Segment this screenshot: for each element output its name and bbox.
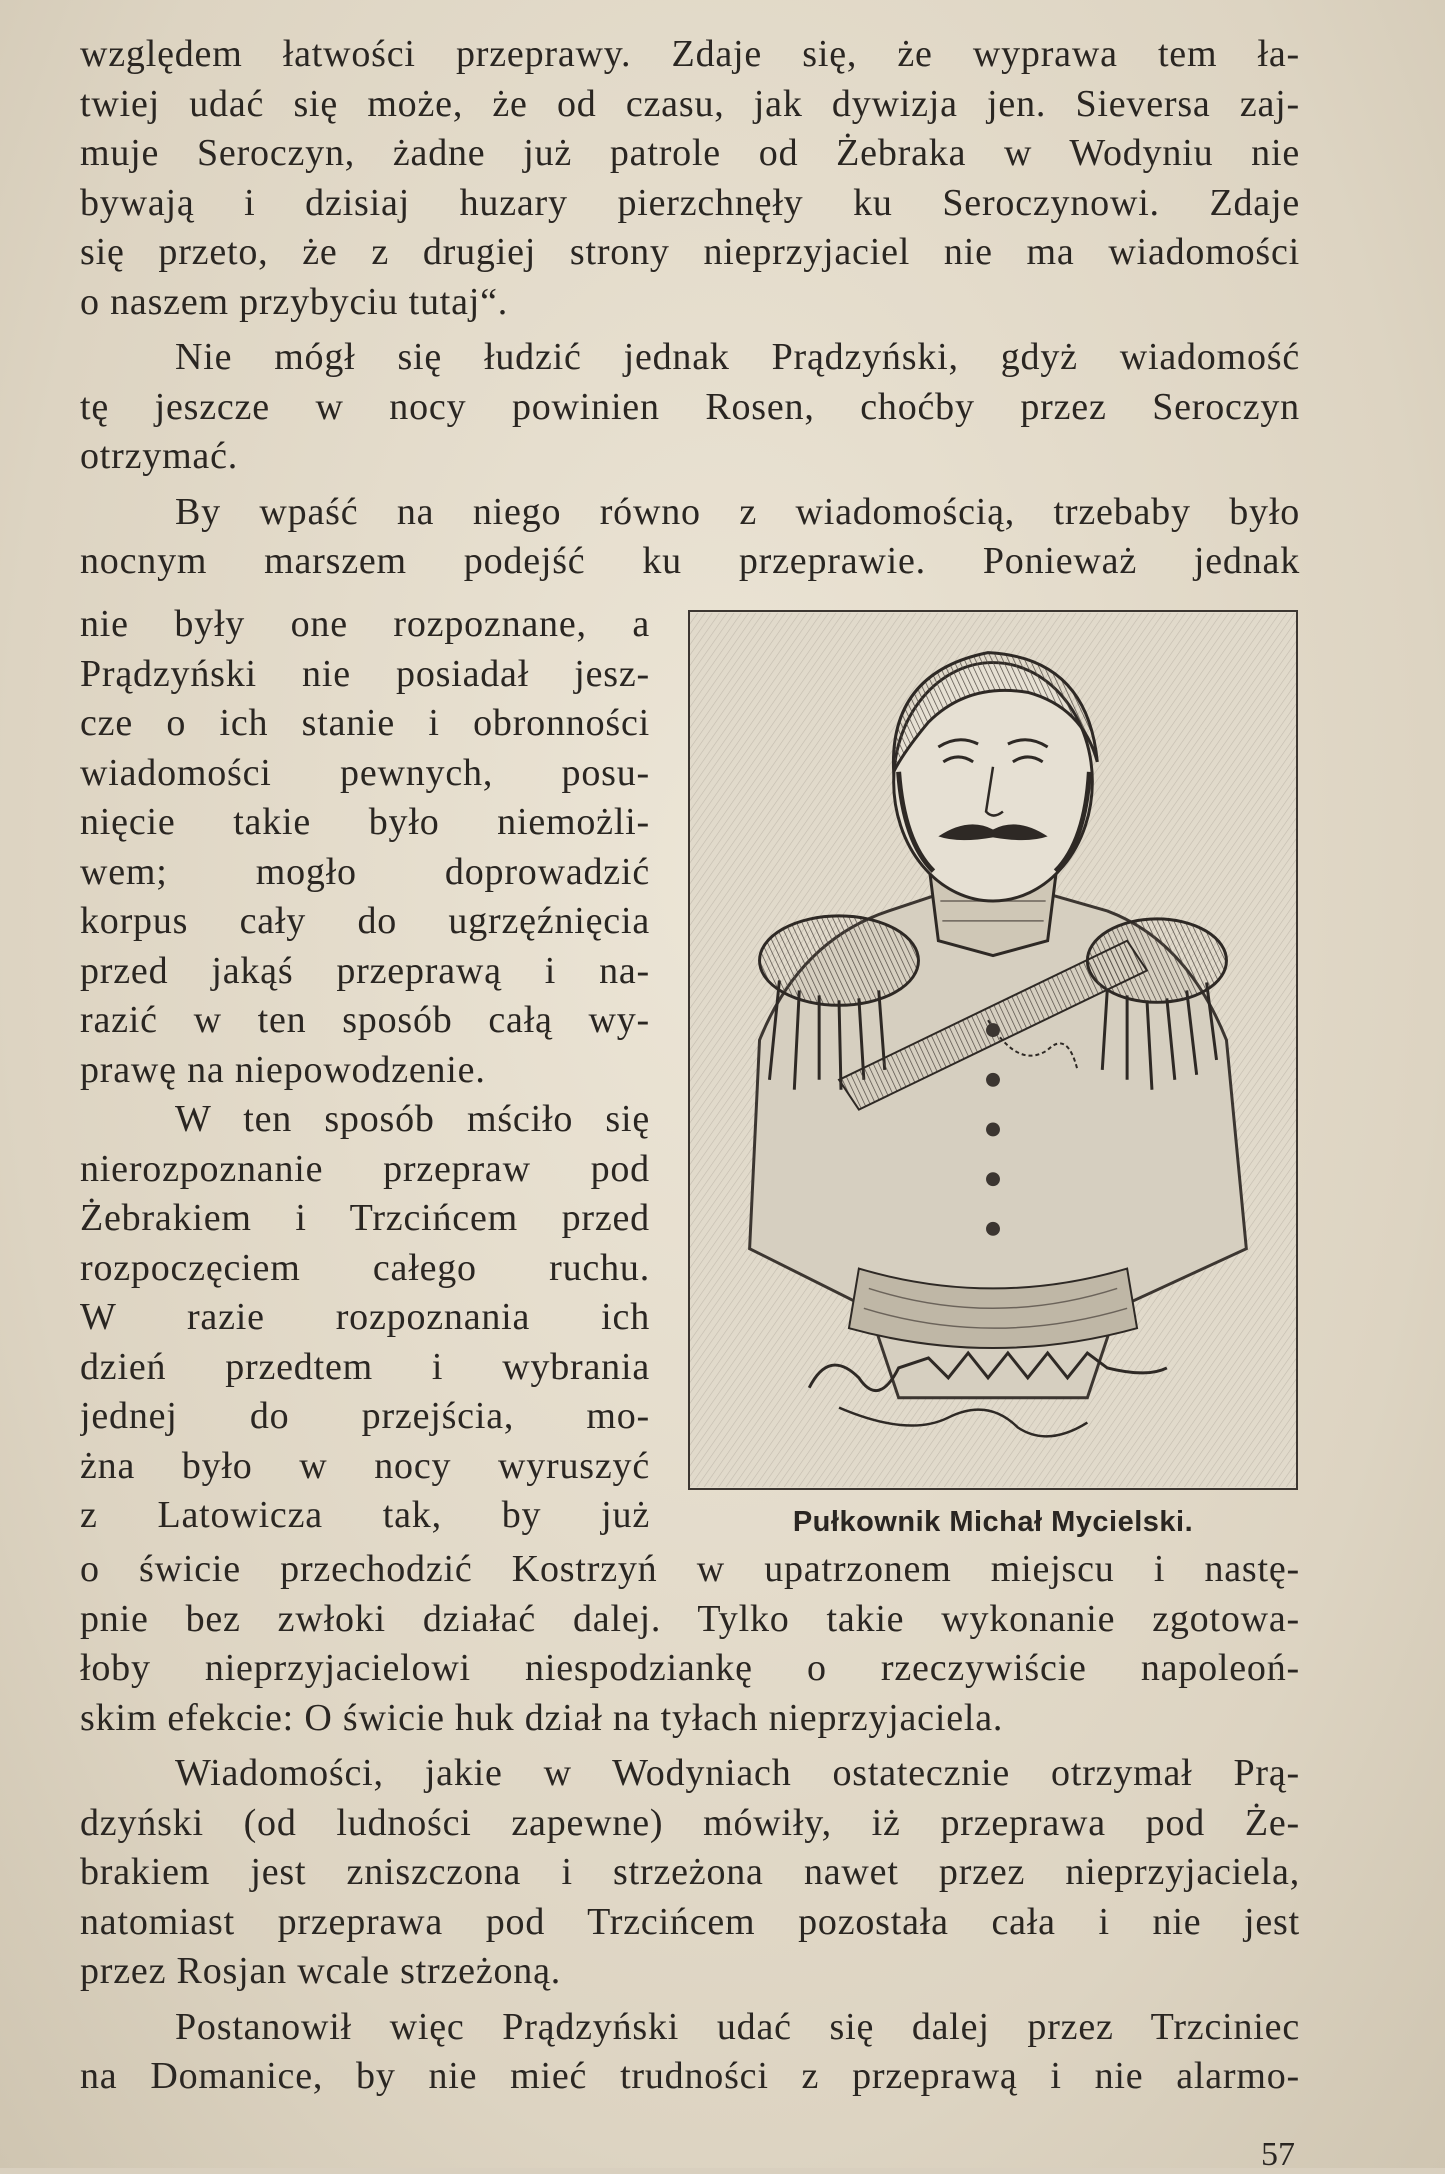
text-line: Żebrakiem i Trzcińcem przed [80,1197,650,1239]
text-side-column [80,600,650,1541]
text-line: żna było w nocy wyruszyć [80,1444,650,1487]
text-line: korpus cały do ugrzęźnięcia [80,900,650,942]
figure-caption: Pułkownik Michał Mycielski. [792,1506,1194,1538]
text-line: wem; mogło doprowadzić [80,850,650,893]
text-line: przed jakąś przeprawą i na- [80,949,650,992]
text-line: nierozpoznanie przepraw pod [80,1147,650,1190]
text-line: brakiem jest zniszczona i strzeżona nawet przez nieprzyjaciela, [80,1851,1300,1893]
text-line: prawę na niepowodzenie. [80,1048,486,1091]
text-line: skim efekcie: O świcie huk dział na tyłach nieprzyjaciela. [80,1696,1004,1739]
text-line: cze o ich stanie i obronności [80,702,650,744]
text-line: tę jeszcze w nocy powinien Rosen, choćby przez Seroczyn [80,385,1300,428]
text-line: o naszem przybyciu tutaj“. [80,280,509,323]
text-line: W ten sposób mściło się [175,1098,650,1140]
text-line: Postanowił więc Prądzyński udać się dalej przez Trzciniec [175,2005,1300,2048]
text-line: z Latowicza tak, by już [80,1494,650,1536]
text-line: otrzymać. [80,435,239,477]
text-line: pnie bez zwłoki działać dalej. Tylko takie wykonanie zgotowa- [80,1597,1300,1640]
text-line: dzień przedtem i wybrania [80,1345,650,1388]
text-line: przez Rosjan wcale strzeżoną. [80,1950,562,1992]
text-line: natomiast przeprawa pod Trzcińcem pozostała cała i nie jest [80,1900,1300,1943]
text-line: o świcie przechodzić Kostrzyń w upatrzonem miejscu i nastę- [80,1548,1300,1590]
text-bottom [80,1545,1300,2102]
text-line: razić w ten sposób całą wy- [80,999,650,1041]
text-line: Nie mógł się łudzić jednak Prądzyński, gdyż wiadomość [175,336,1300,378]
portrait-illustration [688,610,1298,1490]
text-line: Wiadomości, jakie w Wodyniach ostatecznie otrzymał Prą- [175,1752,1300,1794]
text-line: na Domanice, by nie mieć trudności z przeprawą i nie alarmo- [80,2055,1300,2097]
text-line: nięcie takie było niemożli- [80,801,650,843]
page-number: 57 [1261,2136,1295,2173]
text-line: bywają i dzisiaj huzary pierzchnęły ku Seroczynowi. Zdaje [80,181,1300,224]
text-line: Prądzyński nie posiadał jesz- [80,652,650,695]
text-line: nocnym marszem podejść ku przeprawie. Ponieważ jednak [80,540,1300,582]
text-line: dzyński (od ludności zapewne) mówiły, iż przeprawa pod Że- [80,1801,1300,1844]
text-line: względem łatwości przeprawy. Zdaje się, że wyprawa tem ła- [80,33,1300,75]
text-top [80,30,1300,587]
text-line: W razie rozpoznania ich [80,1296,650,1338]
text-line: twiej udać się może, że od czasu, jak dywizja jen. Sieversa zaj- [80,82,1300,125]
text-line: nie były one rozpoznane, a [80,603,650,645]
text-line: jednej do przejścia, mo- [80,1395,650,1437]
text-line: wiadomości pewnych, posu- [80,751,650,794]
text-line: muje Seroczyn, żadne już patrole od Żebraka w Wodyniu nie [80,132,1300,174]
text-line: By wpaść na niego równo z wiadomością, trzebaby było [175,490,1300,533]
portrait-drawing [690,612,1296,1488]
text-line: się przeto, że z drugiej strony nieprzyjaciel nie ma wiadomości [80,231,1300,273]
text-line: łoby nieprzyjacielowi niespodziankę o rzeczywiście napoleoń- [80,1647,1300,1689]
text-line: rozpoczęciem całego ruchu. [80,1246,650,1289]
